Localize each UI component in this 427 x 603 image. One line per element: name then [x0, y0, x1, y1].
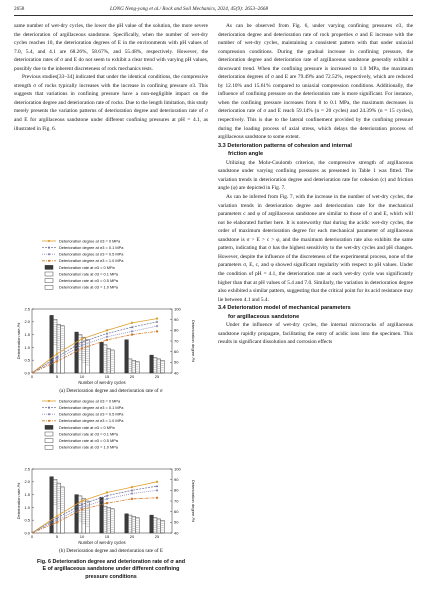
bar: [128, 515, 132, 533]
legend-marker: [48, 247, 50, 249]
series-point: [81, 500, 83, 502]
y2-tick-label: 90: [174, 477, 179, 483]
legend-bar-swatch: [45, 272, 53, 276]
legend-label: Deterioration degree at σ3 = 0 MPa: [59, 398, 121, 404]
y-tick-label: 2.5: [24, 306, 30, 312]
legend-label: Deterioration rate at σ3 = 0.5 MPa: [59, 438, 118, 443]
legend-bar-swatch: [45, 432, 53, 436]
legend-bar-swatch: [45, 279, 53, 283]
paragraph: Utilizing the Mohr-Coulomb criterion, the compressive strength of argillaceous sandstone under varying confining pressures as presented in Table 1 was fitted. The variation trends in deterioration degree and deterioration rate for cohesion (c) and friction angle (φ) are depicted in Fig. 7.: [218, 159, 413, 192]
series-point: [106, 491, 108, 493]
bar: [125, 514, 129, 533]
right-column-text: [218, 22, 413, 347]
paragraph: As can be inferred from Fig. 7, with the increase in the number of wet-dry cycles, the variation trends in deterioration degree and deterioration rate for the mechanical parameters c and φ of argillaceous sandstone are similar to those of σ and E, which will not be elaborated further here. It is noteworthy that during the acidic wet-dry cycles, the order of maximum deterioration degree for each mechanical parameter of argillaceous sandstone is σ > E > c > φ, and the maximum deterioration rate also exhibits the same pattern, indicating that σ has the highest sensitivity to the wet-dry cycles and pH changes. However, despite the influence of the discreteness of the experimental process, none of the parameters σ, E, c, and φ showed significant regularity with respect to pH values. Under the condition of pH = 4.1, the deterioration rate at each wet-dry cycle was significantly higher than that at pH values of 5.4 and 7.0. Similarly, the variation in deterioration degree also exhibited a similar pattern, suggesting that the critical point for its acid resistance may lie between 4.1 and 5.4.: [218, 194, 413, 303]
legend-bar-swatch: [45, 285, 53, 289]
section-heading-3-4-cont: for argillaceous sandstone: [228, 313, 300, 320]
y2-tick-label: 60: [174, 349, 179, 355]
series-point: [156, 489, 159, 492]
paragraph: Previous studies[33–34] indicated that under the identical conditions, the compressive strength σ of rocks typically increases with the increase in confining pressure σ3. This suggests that variations in confining pressure have a non-negligible impact on the deterioration degree and deterioration rate of rocks. Due to the length limitation, this study merely presents the variation patterns of deterioration degree and deterioration rate of σ and E for argillaceous sandstone under different confining pressures at pH = 4.1, as illustrated in Fig. 6.: [14, 74, 208, 132]
figure-caption-line: pressure conditions: [85, 573, 137, 580]
bar: [53, 319, 57, 373]
y2-tick-label: 100: [174, 466, 181, 472]
section-heading-3-4: 3.4 Deterioration model of mechanical parameters: [218, 305, 351, 312]
figure-caption-line: E of argillaceous sandstone under different confining: [42, 566, 180, 573]
y-tick-label: 2.5: [24, 466, 30, 472]
legend-label: Deterioration rate at σ3 = 0.5 MPa: [59, 278, 118, 283]
x-tick-label: 0: [30, 534, 34, 539]
y-axis-label: Deterioration rate /%: [16, 322, 21, 360]
legend: [42, 238, 124, 289]
series-point: [131, 333, 133, 335]
y2-tick-label: 90: [174, 317, 179, 323]
bar: [161, 360, 165, 373]
y-tick-label: 1.5: [24, 492, 30, 497]
series-point: [156, 330, 158, 332]
x-axis-label: Number of wet-dry cycles: [78, 380, 126, 385]
y-tick-label: 2.0: [24, 319, 30, 325]
y-axis-label: Deterioration rate /%: [16, 482, 21, 520]
legend-bar-swatch: [45, 425, 53, 429]
series-point: [156, 317, 158, 319]
series-point: [81, 508, 83, 510]
series-point: [81, 338, 83, 340]
series-point: [56, 353, 58, 355]
y2-tick-label: 50: [174, 359, 179, 365]
y2-tick-label: 80: [174, 487, 179, 493]
series-point: [131, 486, 133, 488]
x-tick-label: 20: [129, 374, 135, 379]
legend-label: Deterioration degree at σ3 = 0.5 MPa: [59, 411, 124, 417]
x-tick-label: 25: [154, 374, 160, 379]
series-point: [106, 502, 108, 504]
y-tick-label: 2.0: [24, 479, 30, 485]
legend-label: Deterioration rate at σ3 = 0.1 MPa: [59, 271, 118, 277]
x-tick-label: 0: [30, 374, 34, 379]
bar: [107, 349, 111, 373]
x-tick-label: 25: [154, 534, 160, 539]
y-tick-label: 1.5: [24, 332, 30, 337]
legend-label: Deterioration rate at σ3 = 0 MPa: [59, 424, 115, 430]
legend-marker: [48, 240, 50, 242]
legend-label: Deterioration degree at σ3 = 0.1 MPa: [59, 405, 124, 410]
legend-label: Deterioration degree at σ3 = 0.5 MPa: [59, 251, 124, 257]
x-tick-label: 10: [79, 374, 85, 379]
y2-axis-label: Deterioration degree /%: [191, 319, 196, 363]
subcaption-a: (a) Deterioration degree and deterioration rate of σ: [59, 388, 163, 394]
legend-marker: [48, 420, 50, 422]
y2-tick-label: 70: [174, 338, 179, 344]
x-tick-label: 15: [104, 374, 110, 379]
y2-axis-label: Deterioration degree /%: [191, 479, 196, 523]
y2-tick-label: 40: [174, 370, 179, 376]
figure-caption-line: Fig. 6 Deterioration degree and deterioration rate of σ and: [36, 559, 186, 565]
legend-marker: [48, 407, 50, 409]
x-tick-label: 15: [104, 534, 110, 539]
page-number: 2658: [14, 6, 25, 12]
series-point: [131, 322, 133, 324]
legend-marker: [48, 400, 50, 402]
bar: [86, 340, 90, 373]
x-tick-label: 5: [55, 534, 59, 539]
series-point: [156, 325, 159, 328]
series-point: [131, 498, 133, 500]
legend-label: Deterioration degree at σ3 = 1.0 MPa: [59, 258, 124, 264]
y2-tick-label: 60: [174, 509, 179, 515]
legend: [42, 398, 124, 449]
series-point: [106, 339, 108, 341]
bar: [161, 520, 165, 533]
series-point: [106, 332, 109, 334]
bar: [150, 355, 154, 373]
bar: [61, 326, 65, 373]
paragraph: same number of wet-dry cycles, the lower the pH value of the solution, the more severe the deterioration of argillaceous sandstone. Specifically, when the number of wet-dry cycles reaches 10, the deterioration degrees of E in the environments with pH values of 7.0, 5.4, and 4.1 are 68.26%, 58.67%, and 55.48%, respectively. However, the deterioration rates of σ and E do not seem to exhibit a clear trend with varying pH values, possibly due to the inherent discreteness of rock mechanics tests.: [14, 23, 208, 72]
series-point: [131, 330, 134, 333]
series-point: [56, 360, 58, 362]
legend-label: Deterioration rate at σ3 = 1.0 MPa: [59, 284, 118, 290]
journal-header: LONG Neng-yang et al./ Rock and Soil Mechanics, 2024, 45(9): 2653–2668: [110, 6, 269, 12]
x-tick-label: 5: [55, 374, 59, 379]
y2-tick-label: 50: [174, 519, 179, 525]
chart-sigma: [14, 237, 208, 387]
bar: [125, 340, 129, 373]
series-point: [81, 347, 83, 349]
chart-modulus: [14, 397, 208, 547]
section-heading-3-3-cont: friction angle: [228, 151, 264, 158]
bar: [132, 360, 136, 373]
legend-marker: [48, 260, 50, 262]
y-tick-label: 0.5: [24, 357, 30, 363]
legend-label: Deterioration degree at σ3 = 0.1 MPa: [59, 245, 124, 250]
legend-label: Deterioration degree at σ3 = 1.0 MPa: [59, 418, 124, 424]
bar: [111, 350, 115, 373]
header-rule: [14, 15, 413, 16]
legend-marker: [48, 253, 50, 255]
legend-label: Deterioration rate at σ3 = 0.1 MPa: [59, 431, 118, 437]
y-tick-label: 0.5: [24, 517, 30, 523]
series-point: [56, 521, 58, 523]
series-point: [156, 485, 159, 487]
y2-tick-label: 40: [174, 530, 179, 536]
paragraph: Under the influence of wet-dry cycles, the internal microcracks of argillaceous sandstone rapidly propagate, facilitating the entry of acidic ions into the specimen. This results in significant dissolution and corrosion effects: [218, 322, 413, 346]
legend-label: Deterioration rate at σ3 = 1.0 MPa: [59, 444, 118, 450]
x-axis-label: Number of wet-dry cycles: [78, 540, 126, 545]
legend-bar-swatch: [45, 439, 53, 443]
y-tick-label: 1.0: [24, 504, 30, 510]
series-point: [106, 329, 108, 331]
x-tick-label: 20: [129, 534, 135, 539]
bar: [75, 495, 79, 533]
y-tick-label: 0.0: [24, 370, 30, 376]
legend-bar-swatch: [45, 445, 53, 449]
bar: [111, 509, 115, 533]
series-point: [156, 497, 158, 499]
paragraph: As can be observed from Fig. 6, under varying confining pressures σ3, the deterioration degree and deterioration rate of rock properties σ and E increase with the number of wet-dry cycles, maintaining a consistent pattern with that under uniaxial compression conditions. During the gradual increase in confining pressure, the deterioration degree and deterioration rate of argillaceous sandstone generally exhibit a downward trend. When the confining pressure is increased to 1.0 MPa, the maximum deterioration degrees of σ and E are 79.49% and 72.52%, respectively, which are reduced by 12.10% and 15.61% compared to uniaxial compression conditions. Additionally, the influence of confining pressure on the deterioration rate is more significant. For instance, when the confining pressure increases from 0 to 0.1 MPa, the maximum decreases in deterioration rate of σ and E reach 59.14% (n = 20 cycles) and 24.39% (n = 15 cycles), respectively. This is due to the lateral confinement provided by the confining pressure during the loading process of axial stress, which delays the deterioration process of argillaceous sandstone to some extent.: [218, 23, 413, 141]
section-heading-3-3: 3.3 Deterioration patterns of cohesion and internal: [218, 142, 352, 149]
bar: [53, 479, 57, 533]
y-tick-label: 0.0: [24, 530, 30, 536]
legend-label: Deterioration rate at σ3 = 0 MPa: [59, 264, 115, 270]
series-point: [156, 481, 158, 483]
figure-6: [14, 237, 208, 587]
figure-caption: [14, 559, 208, 581]
series-point: [131, 492, 134, 495]
bar: [150, 515, 154, 533]
y2-tick-label: 70: [174, 498, 179, 504]
x-tick-label: 10: [79, 534, 85, 539]
bar: [75, 332, 79, 373]
bar: [103, 506, 107, 533]
bar: [107, 507, 111, 533]
legend-bar-swatch: [45, 265, 53, 269]
subcaption-b: (b) Deterioration degree and deterioration rate of E: [59, 548, 163, 554]
bar: [50, 477, 54, 533]
series-point: [106, 497, 109, 500]
y2-tick-label: 100: [174, 306, 181, 312]
y-tick-label: 1.0: [24, 344, 30, 350]
legend-label: Deterioration degree at σ3 = 0 MPa: [59, 238, 121, 244]
bar: [100, 497, 104, 533]
bar: [100, 342, 104, 373]
legend-marker: [48, 413, 50, 415]
bar: [57, 324, 61, 373]
series-point: [106, 335, 109, 338]
left-column-text: [14, 22, 208, 133]
y2-tick-label: 80: [174, 327, 179, 333]
